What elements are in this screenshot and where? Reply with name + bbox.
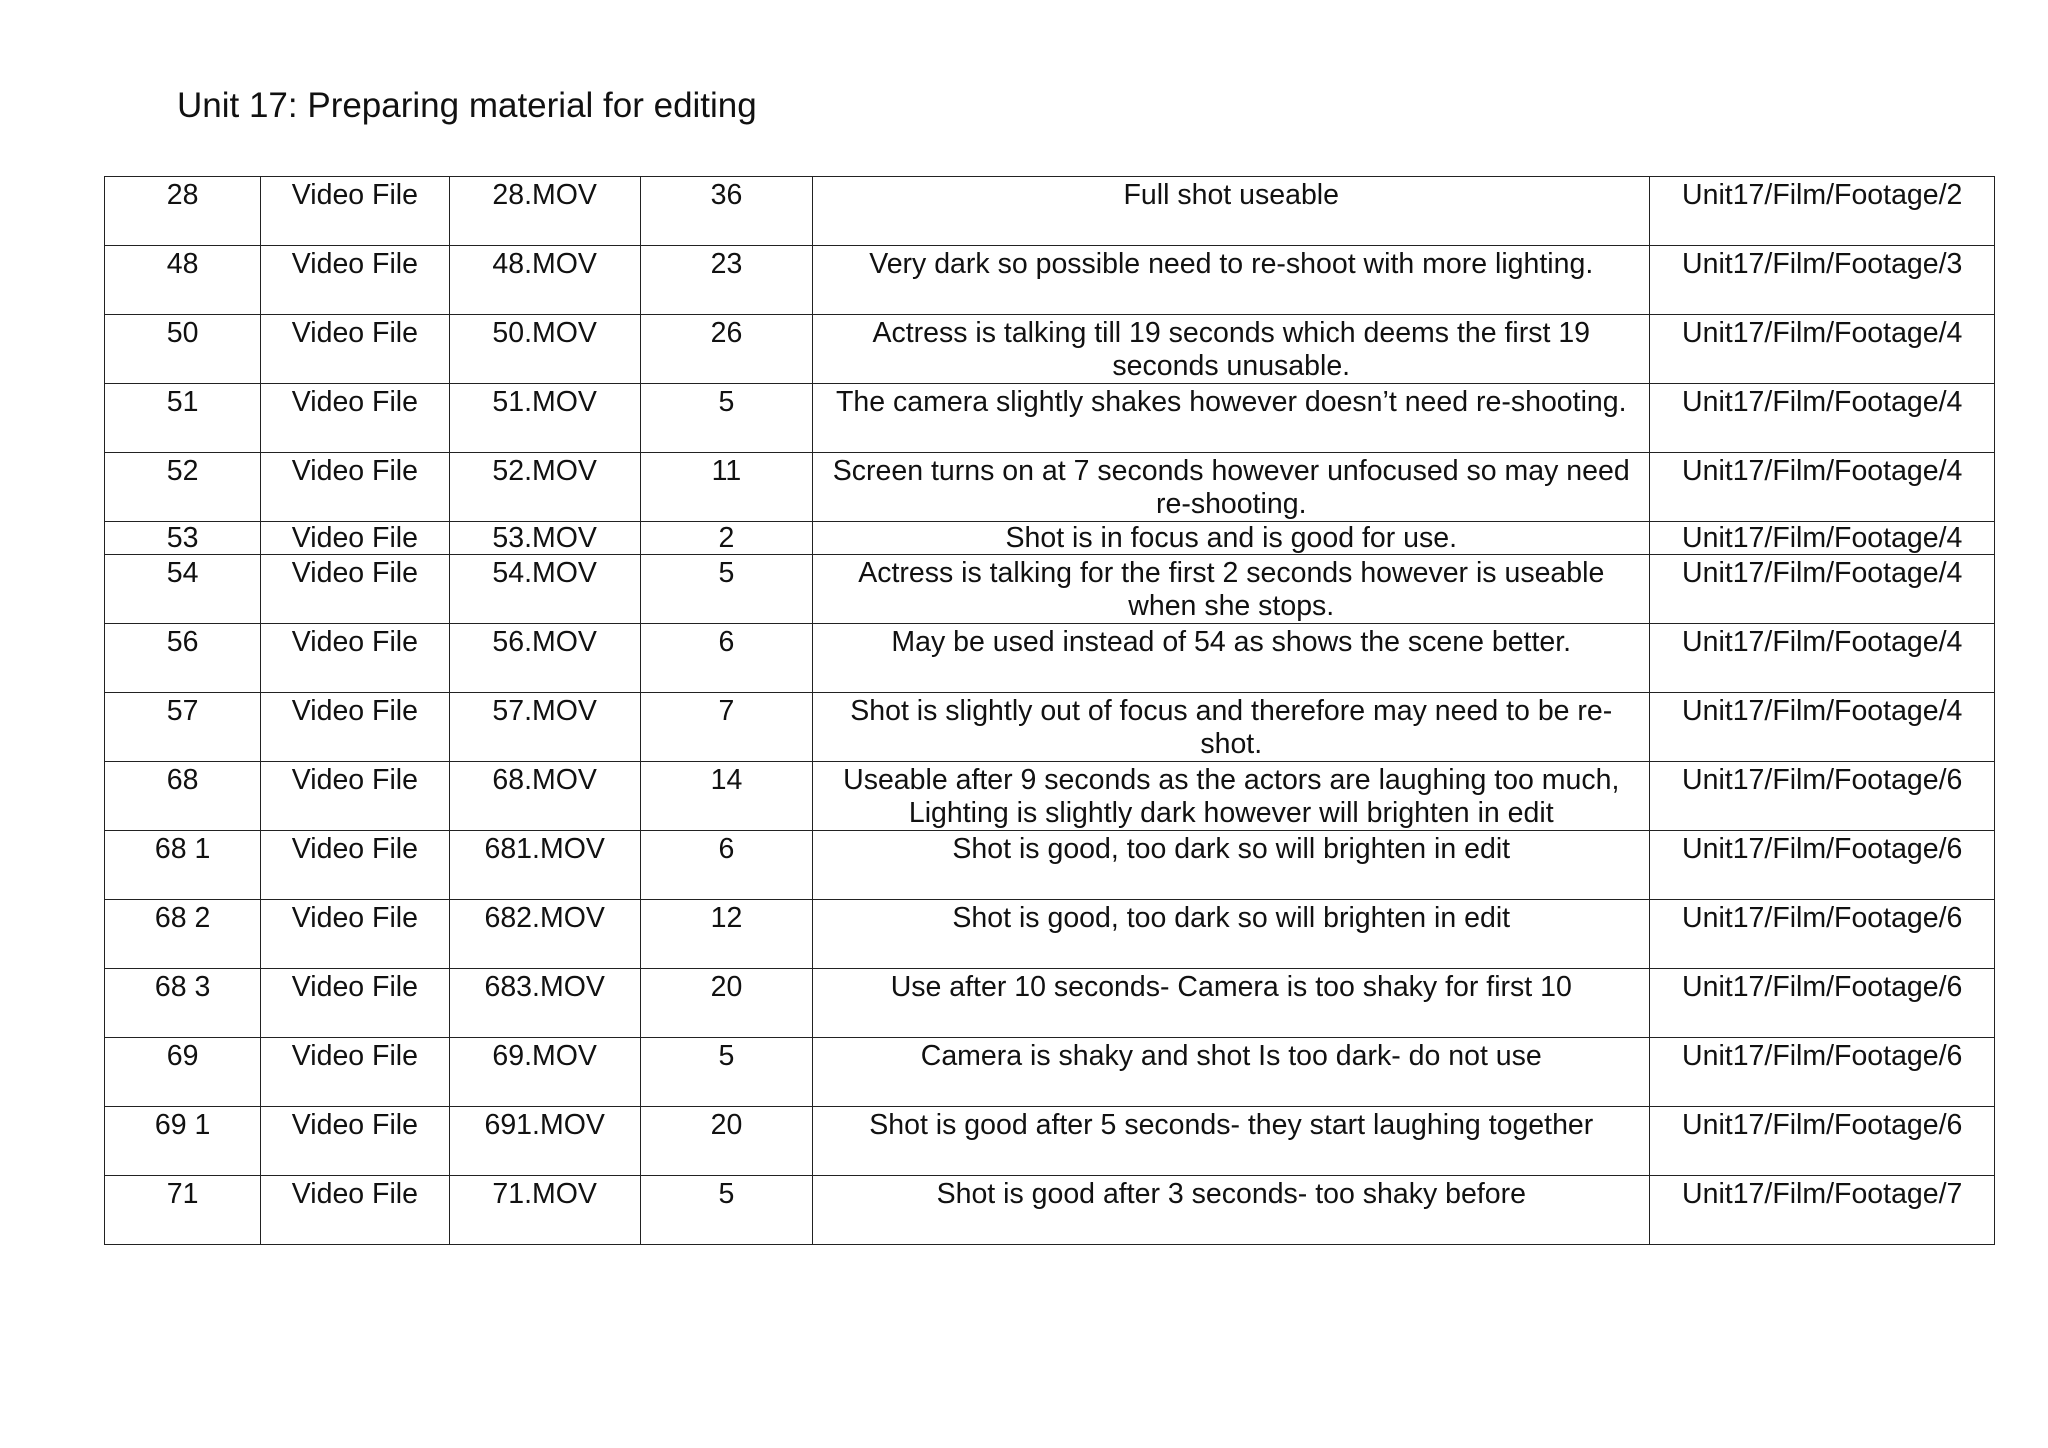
file-location-cell: Unit17/Film/Footage/4 xyxy=(1650,453,1995,522)
comment-cell: Shot is good after 3 seconds- too shaky before xyxy=(813,1176,1650,1245)
file-type-cell: Video File xyxy=(261,693,449,762)
comment-cell: Camera is shaky and shot Is too dark- do not use xyxy=(813,1038,1650,1107)
file-type-cell: Video File xyxy=(261,1107,449,1176)
file-type-cell: Video File xyxy=(261,384,449,453)
shot-number-cell: 56 xyxy=(105,624,261,693)
duration-cell: 7 xyxy=(640,693,812,762)
file-location-cell: Unit17/Film/Footage/6 xyxy=(1650,900,1995,969)
file-type-cell: Video File xyxy=(261,969,449,1038)
file-type-cell: Video File xyxy=(261,624,449,693)
duration-cell: 5 xyxy=(640,1038,812,1107)
file-type-cell: Video File xyxy=(261,315,449,384)
shot-number-cell: 52 xyxy=(105,453,261,522)
duration-cell: 36 xyxy=(640,177,812,246)
shot-number-cell: 57 xyxy=(105,693,261,762)
file-type-cell: Video File xyxy=(261,1176,449,1245)
comment-cell: Actress is talking for the first 2 seconds however is useable when she stops. xyxy=(813,555,1650,624)
table-row xyxy=(105,900,1995,969)
file-type-cell: Video File xyxy=(261,831,449,900)
file-name-cell: 53.MOV xyxy=(449,522,640,555)
shot-number-cell: 51 xyxy=(105,384,261,453)
file-name-cell: 28.MOV xyxy=(449,177,640,246)
comment-cell: Shot is good, too dark so will brighten in edit xyxy=(813,900,1650,969)
duration-cell: 11 xyxy=(640,453,812,522)
file-type-cell: Video File xyxy=(261,522,449,555)
shot-number-cell: 68 2 xyxy=(105,900,261,969)
shot-number-cell: 48 xyxy=(105,246,261,315)
file-type-cell: Video File xyxy=(261,900,449,969)
file-location-cell: Unit17/Film/Footage/4 xyxy=(1650,315,1995,384)
file-location-cell: Unit17/Film/Footage/4 xyxy=(1650,522,1995,555)
file-location-cell: Unit17/Film/Footage/6 xyxy=(1650,969,1995,1038)
file-type-cell: Video File xyxy=(261,1038,449,1107)
file-name-cell: 69.MOV xyxy=(449,1038,640,1107)
file-name-cell: 51.MOV xyxy=(449,384,640,453)
file-location-cell: Unit17/Film/Footage/6 xyxy=(1650,831,1995,900)
comment-cell: Shot is slightly out of focus and therefore may need to be re-shot. xyxy=(813,693,1650,762)
table-row xyxy=(105,384,1995,453)
shot-number-cell: 53 xyxy=(105,522,261,555)
footage-log-table xyxy=(104,176,1995,1245)
shot-number-cell: 69 xyxy=(105,1038,261,1107)
comment-cell: Very dark so possible need to re-shoot with more lighting. xyxy=(813,246,1650,315)
shot-number-cell: 71 xyxy=(105,1176,261,1245)
duration-cell: 12 xyxy=(640,900,812,969)
shot-number-cell: 69 1 xyxy=(105,1107,261,1176)
file-name-cell: 48.MOV xyxy=(449,246,640,315)
duration-cell: 2 xyxy=(640,522,812,555)
duration-cell: 14 xyxy=(640,762,812,831)
file-name-cell: 57.MOV xyxy=(449,693,640,762)
file-name-cell: 54.MOV xyxy=(449,555,640,624)
comment-cell: Actress is talking till 19 seconds which deems the first 19 seconds unusable. xyxy=(813,315,1650,384)
table-row xyxy=(105,762,1995,831)
comment-cell: The camera slightly shakes however doesn’t need re-shooting. xyxy=(813,384,1650,453)
file-location-cell: Unit17/Film/Footage/6 xyxy=(1650,762,1995,831)
duration-cell: 5 xyxy=(640,384,812,453)
table-row xyxy=(105,1107,1995,1176)
shot-number-cell: 68 3 xyxy=(105,969,261,1038)
comment-cell: Shot is good after 5 seconds- they start laughing together xyxy=(813,1107,1650,1176)
file-name-cell: 683.MOV xyxy=(449,969,640,1038)
duration-cell: 6 xyxy=(640,624,812,693)
table-row xyxy=(105,177,1995,246)
file-location-cell: Unit17/Film/Footage/7 xyxy=(1650,1176,1995,1245)
comment-cell: Full shot useable xyxy=(813,177,1650,246)
shot-number-cell: 54 xyxy=(105,555,261,624)
file-name-cell: 691.MOV xyxy=(449,1107,640,1176)
duration-cell: 20 xyxy=(640,1107,812,1176)
file-location-cell: Unit17/Film/Footage/4 xyxy=(1650,555,1995,624)
file-location-cell: Unit17/Film/Footage/3 xyxy=(1650,246,1995,315)
file-location-cell: Unit17/Film/Footage/2 xyxy=(1650,177,1995,246)
table-row xyxy=(105,1176,1995,1245)
comment-cell: Shot is in focus and is good for use. xyxy=(813,522,1650,555)
duration-cell: 5 xyxy=(640,555,812,624)
file-type-cell: Video File xyxy=(261,555,449,624)
file-location-cell: Unit17/Film/Footage/4 xyxy=(1650,624,1995,693)
shot-number-cell: 68 xyxy=(105,762,261,831)
table-row xyxy=(105,1038,1995,1107)
comment-cell: May be used instead of 54 as shows the scene better. xyxy=(813,624,1650,693)
comment-cell: Useable after 9 seconds as the actors are laughing too much, Lighting is slightly dark however will brighten in edit xyxy=(813,762,1650,831)
comment-cell: Use after 10 seconds- Camera is too shaky for first 10 xyxy=(813,969,1650,1038)
file-type-cell: Video File xyxy=(261,762,449,831)
file-type-cell: Video File xyxy=(261,246,449,315)
page-title: Unit 17: Preparing material for editing xyxy=(177,86,757,125)
file-type-cell: Video File xyxy=(261,177,449,246)
file-name-cell: 682.MOV xyxy=(449,900,640,969)
file-name-cell: 71.MOV xyxy=(449,1176,640,1245)
file-type-cell: Video File xyxy=(261,453,449,522)
shot-number-cell: 50 xyxy=(105,315,261,384)
file-name-cell: 50.MOV xyxy=(449,315,640,384)
file-location-cell: Unit17/Film/Footage/6 xyxy=(1650,1038,1995,1107)
file-location-cell: Unit17/Film/Footage/6 xyxy=(1650,1107,1995,1176)
comment-cell: Screen turns on at 7 seconds however unfocused so may need re-shooting. xyxy=(813,453,1650,522)
shot-number-cell: 28 xyxy=(105,177,261,246)
file-name-cell: 52.MOV xyxy=(449,453,640,522)
duration-cell: 6 xyxy=(640,831,812,900)
table-row xyxy=(105,555,1995,624)
table-row xyxy=(105,315,1995,384)
table-row xyxy=(105,831,1995,900)
file-name-cell: 68.MOV xyxy=(449,762,640,831)
table-row xyxy=(105,246,1995,315)
shot-number-cell: 68 1 xyxy=(105,831,261,900)
duration-cell: 23 xyxy=(640,246,812,315)
duration-cell: 20 xyxy=(640,969,812,1038)
comment-cell: Shot is good, too dark so will brighten in edit xyxy=(813,831,1650,900)
file-name-cell: 681.MOV xyxy=(449,831,640,900)
table-row xyxy=(105,522,1995,555)
table-row xyxy=(105,969,1995,1038)
file-location-cell: Unit17/Film/Footage/4 xyxy=(1650,693,1995,762)
table-row xyxy=(105,693,1995,762)
table-row xyxy=(105,453,1995,522)
footage-log-body xyxy=(105,177,1995,1245)
file-location-cell: Unit17/Film/Footage/4 xyxy=(1650,384,1995,453)
file-name-cell: 56.MOV xyxy=(449,624,640,693)
table-row xyxy=(105,624,1995,693)
duration-cell: 5 xyxy=(640,1176,812,1245)
duration-cell: 26 xyxy=(640,315,812,384)
